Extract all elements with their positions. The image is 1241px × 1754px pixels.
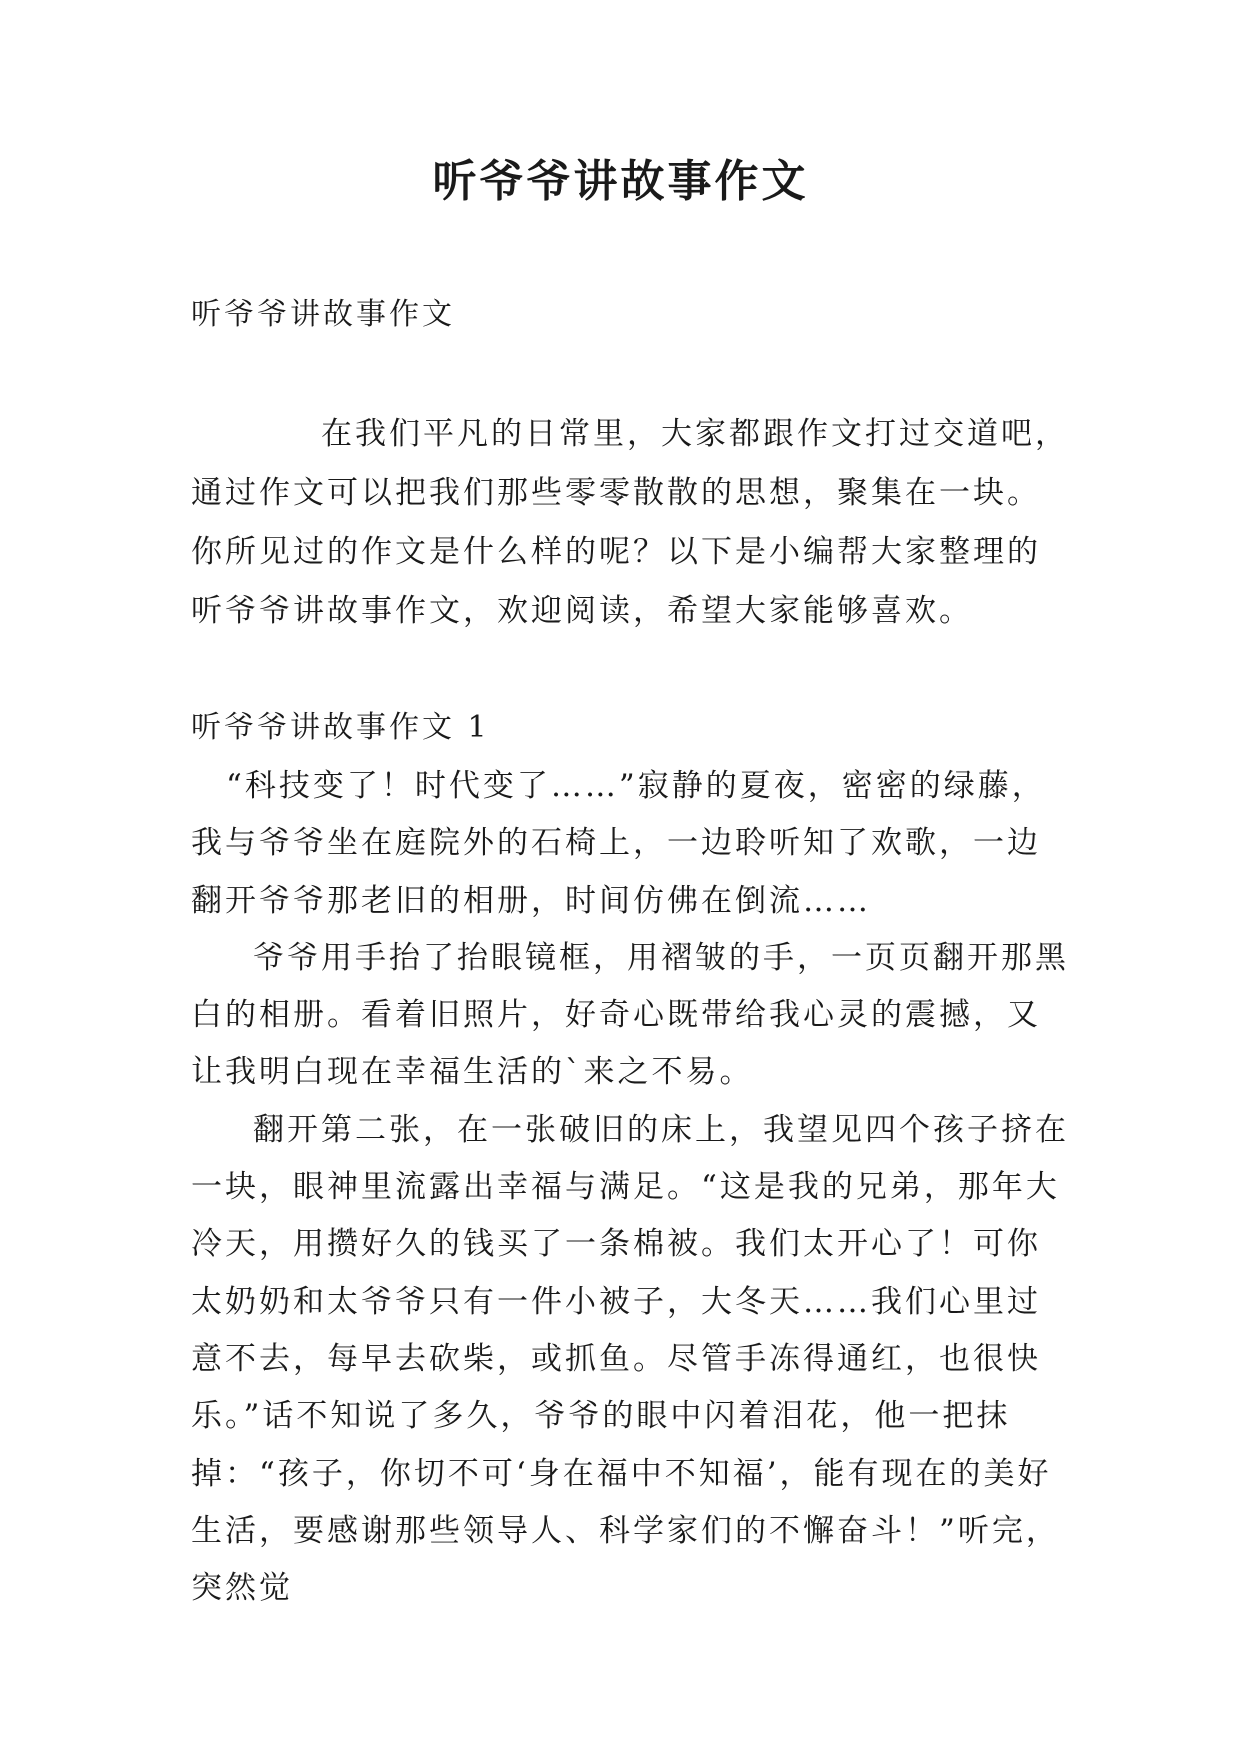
essay-paragraph-2: 爷爷用手抬了抬眼镜框，用褶皱的手，一页页翻开那黑白的相册。看着旧照片，好奇心既带给我心灵的震撼，又让我明白现在幸福生活的`来之不易。 (191, 939, 1069, 1091)
essay-body (191, 758, 1071, 1617)
section-heading: 听爷爷讲故事作文 1 (191, 710, 490, 745)
essay-paragraph-3: 翻开第二张，在一张破旧的床上，我望见四个孩子挤在一块，眼神里流露出幸福与满足。“这是我的兄弟，那年大冷天，用攒好久的钱买了一条棉被。我们太开心了！可你太奶奶和太爷爷只有一件小被子，大冬天……我们心里过意不去，每早去砍柴，或抓鱼。尽管手冻得通红，也很快乐。”话不知说了多久，爷爷的眼中闪着泪花，他一把抹掉：“孩子，你切不可‘身在福中不知福’，能有现在的美好生活，要感谢那些领导人、科学家们的不懈奋斗！”听完，突然觉 (191, 1111, 1069, 1607)
essay-paragraph-1: “科技变了！时代变了……”寂静的夏夜，密密的绿藤，我与爷爷坐在庭院外的石椅上，一边聆听知了欢歌，一边翻开爷爷那老旧的相册，时间仿佛在倒流…… (191, 768, 1046, 919)
document-title: 听爷爷讲故事作文 (432, 156, 809, 207)
intro-paragraph: 在我们平凡的日常里，大家都跟作文打过交道吧，通过作文可以把我们那些零零散散的思想，聚集在一块。你所见过的作文是什么样的呢？以下是小编帮大家整理的听爷爷讲故事作文，欢迎阅读，希望大家能够喜欢。 (191, 416, 1069, 629)
document-subtitle: 听爷爷讲故事作文 (191, 297, 455, 332)
